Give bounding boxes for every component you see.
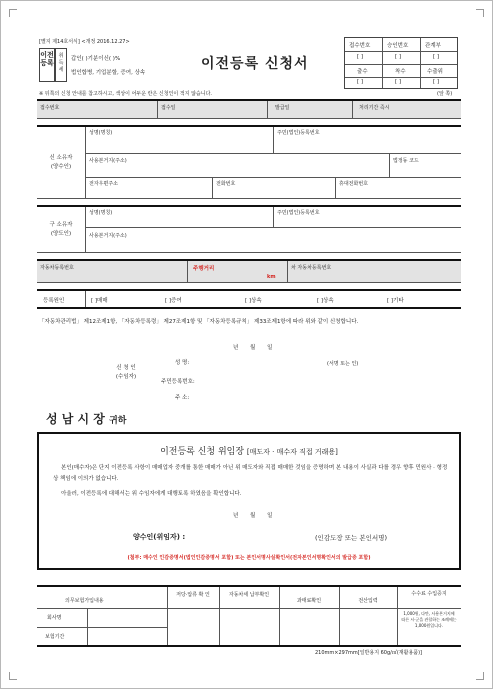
delegation-sign-note: (인감도장 또는 본인서명) bbox=[315, 534, 387, 542]
instructions: ※ 뒤쪽의 신청 안내를 참고하시고, 색상이 어두운 란은 신청인이 적지 않습니다. bbox=[39, 91, 212, 97]
delegation-date: 년 월 일 bbox=[233, 513, 273, 519]
new-owner-name-label: 성명(명칭) bbox=[89, 130, 113, 136]
vin-label: 차 자동차등록번호 bbox=[291, 265, 332, 271]
cause-option-4[interactable]: [ ]상속 bbox=[317, 298, 334, 304]
penalty-header: 과태료확인 bbox=[296, 598, 322, 604]
new-owner-label: 신 소유자 bbox=[49, 155, 73, 161]
receipt-row: 접수번호 접수일 발급일 처리기간 즉시 bbox=[37, 99, 461, 119]
delegation-notice: (첨부: 매수인 인감증명서(법인인감증명서 포함) 또는 본인서명사실확인서(전자본인서명확인서의 발급증 포함) bbox=[127, 555, 371, 561]
page-label: (앞 쪽) bbox=[437, 91, 453, 97]
delegation-paragraph-2: 아울러, 이전등록에 대해서는 위 수임자에게 대행토록 하였음을 확인합니다. bbox=[61, 491, 242, 497]
delegation-signer: 양수인(위임자) : bbox=[133, 533, 186, 541]
checkbox-row-2: 법인합병, 기업분할, 증여, 상속 bbox=[71, 70, 146, 76]
vehicle-reg-label: 자동차등록번호 bbox=[40, 265, 74, 271]
input-header: 전산입력 bbox=[358, 598, 378, 604]
mileage-unit: km bbox=[267, 274, 276, 280]
old-owner-section bbox=[37, 205, 461, 253]
applicant-id-label: 주민등록번호: bbox=[161, 379, 195, 385]
applicant-address-label: 주 소: bbox=[175, 395, 190, 401]
addressee: 성 남 시 장 bbox=[46, 412, 105, 426]
applicant-label: 신 청 인 bbox=[116, 365, 136, 371]
corner-mark bbox=[9, 9, 17, 17]
new-owner-section bbox=[37, 125, 461, 199]
cause-option-3[interactable]: [ ]상속 bbox=[245, 298, 262, 304]
vehicle-row bbox=[37, 259, 461, 283]
corner-mark bbox=[476, 672, 484, 680]
processing-table: 접수번호 승인번호 관계부 [ ] [ ] [ ] 출수 착수 수출위 [ ] [ ] [ ] bbox=[344, 37, 458, 89]
delegation-box bbox=[37, 432, 461, 570]
cause-row bbox=[37, 289, 461, 309]
new-owner-phone-label: 전화번호 bbox=[216, 181, 236, 187]
checkbox-row-1: 갑인( )기분이신( )% bbox=[71, 56, 121, 62]
new-owner-id-label: 주민(법인)등록번호 bbox=[277, 130, 320, 136]
tax-header: 자동차세 납부확인 bbox=[228, 592, 270, 598]
cause-option-5[interactable]: [ ]기타 bbox=[387, 298, 404, 304]
delegation-paragraph-1: 본인(매수자)은 단지 이전등록 사항이 매매업자 중개를 통한 매매가 아닌 위 매도자와 직접 매매한 것임을 증명하며 본 내용이 사실과 다를 경우 향후 민원사 · 형정상 책임에 이의가 없습니다. bbox=[53, 465, 448, 482]
application-date: 년 월 일 bbox=[233, 345, 273, 351]
cause-label: 등록원인 bbox=[43, 298, 65, 304]
cause-option-1[interactable]: [ ]매매 bbox=[91, 298, 108, 304]
corner-mark bbox=[9, 672, 17, 680]
old-owner-sublabel: (양도인) bbox=[50, 231, 72, 237]
vertical-label: 이전 등록 bbox=[39, 48, 55, 82]
mileage-label: 주행거리 bbox=[193, 266, 215, 272]
new-owner-sublabel: (양수인) bbox=[50, 164, 72, 170]
insurance-header: 의무보험가입내용 bbox=[65, 598, 104, 604]
old-owner-name-label: 성명(명칭) bbox=[89, 210, 113, 216]
bottom-table bbox=[37, 585, 461, 647]
old-owner-label: 구 소유자 bbox=[49, 222, 73, 228]
new-owner-address-label: 사용본거지(주소) bbox=[89, 158, 127, 164]
legal-text: 「자동차관리법」 제12조제1항, 「자동차등록령」 제27조제1항 및 「자동차등록규칙」 제33조제1항에 따라 위와 같이 신청합니다. bbox=[39, 319, 359, 325]
old-owner-id-label: 주민(법인)등록번호 bbox=[277, 210, 320, 216]
page-title: 이전등록 신청서 bbox=[201, 56, 309, 72]
company-label: 회사명 bbox=[47, 615, 62, 621]
new-owner-postal-label: 법정동 코드 bbox=[393, 158, 419, 164]
delegation-title: 이전등록 신청 위임장 bbox=[160, 447, 245, 457]
old-owner-address-label: 사용본거지(주소) bbox=[89, 233, 127, 239]
delegation-subtitle: [매도자 · 매수자 직접 거래용] bbox=[246, 448, 338, 456]
footer-paper-spec: 210mm×297mm[일반용지 60g/㎡(재활용품)] bbox=[315, 650, 423, 656]
period-label: 보험기간 bbox=[45, 634, 65, 640]
cause-option-2[interactable]: [ ]증여 bbox=[165, 298, 182, 304]
new-owner-email-label: 전자우편주소 bbox=[89, 181, 118, 187]
addressee-suffix: 귀하 bbox=[109, 416, 127, 426]
checkbox-category: 취 득 세 bbox=[55, 48, 67, 82]
applicant-name-label: 성 명: bbox=[175, 360, 190, 366]
new-owner-mobile-label: 휴대전화번호 bbox=[339, 181, 368, 187]
corner-mark bbox=[476, 9, 484, 17]
applicant-sublabel: (수임자) bbox=[115, 374, 137, 380]
fee-note: 1,000원, 다만, 사용본거지에 따른 시·군을 관할하는 조례에는 1,000원입니다. bbox=[401, 611, 457, 628]
fee-header: 수수료 수입증지 bbox=[411, 591, 447, 597]
form-code: [별지 제14호서식] <개정 2016.12.27> bbox=[39, 39, 130, 45]
applicant-sign-note: (서명 또는 인) bbox=[327, 361, 359, 367]
lien-header: 저당·압류 확 인 bbox=[176, 592, 210, 598]
